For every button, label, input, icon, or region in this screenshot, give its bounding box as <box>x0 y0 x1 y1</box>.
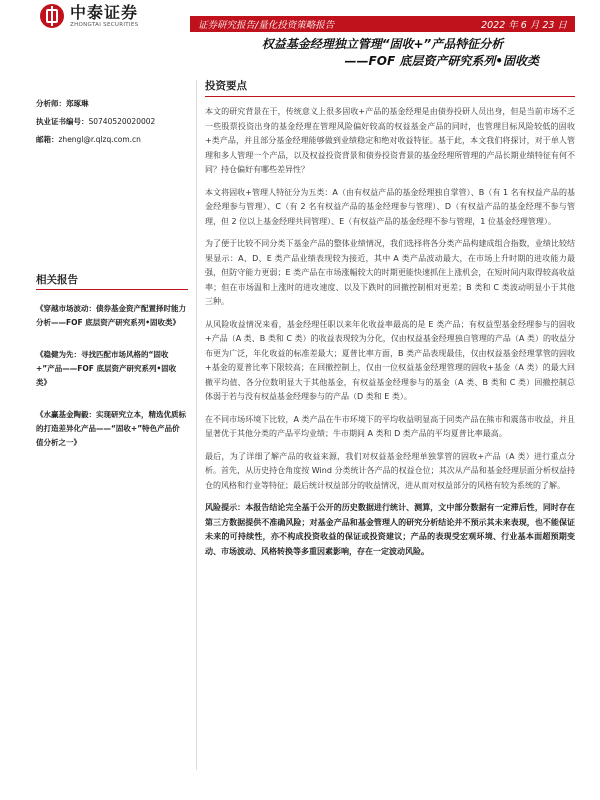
section-title-key-points: 投资要点 <box>205 76 575 97</box>
cert-row <box>36 114 188 130</box>
report-title-block <box>190 36 575 70</box>
risk-warning: 风险提示：本报告结论完全基于公开的历史数据进行统计、测算，文中部分数据有一定滞后性，同时存在第三方数据提供不准确风险；对基金产品和基金管理人的研究分析结论并不预示其未来表现，也不能保证未来的可持续性，亦不构成投资收益的保证或投资建议；产品的表现受宏观环境、行业基本面超预期变动、市场波动、风格转换等多重因素影响，存在一定波动风险。 <box>205 503 575 556</box>
paragraph-classification: 本文将固收+管理人特征分为五类：A（由有权益产品的基金经理独自掌管）、B（有 1 名有权益产品的基金经理参与管理）、C（有 2 名有权益产品的基金经理参与管理）、D（有权益产品的基金经理不参与管理，但 2 位以上基金经理共同管理）、E（有权益产品的基金经理不参与管理，1 位基金经理管理）。 <box>205 187 575 226</box>
logo-name-en: ZHONGTAI SECURITIES <box>70 22 139 28</box>
company-logo <box>40 4 138 28</box>
logo-icon <box>40 4 64 28</box>
report-title: 权益基金经理独立管理“固收+”产品特征分析 <box>261 37 504 51</box>
analyst-info <box>36 92 188 148</box>
paragraph-analysis: 最后，为了详细了解产品的收益来源，我们对权益基金经理单独掌管的固收+产品（A 类）进行重点分析。首先，从历史持仓角度按 Wind 分类统计各产品的权益仓位；其次从产品和基金经理层面分析权益持仓的风格和行业等特征；最后统计权益部分的收益情况，进从而对权益部分的风格有较为系统的了解。 <box>205 451 575 490</box>
logo-name-cn: 中泰证券 <box>70 3 139 22</box>
column-divider <box>196 80 197 770</box>
report-type: 证券研究报告/量化投资策略报告 <box>198 20 335 31</box>
paragraph-risk-return: 从风险收益情况来看，基金经理任职以来年化收益率最高的是 E 类产品；有权益型基金经理参与的固收+产品（A 类、B 类和 C 类）的收益表现较为分化，仅由权益基金经理独自管理的产品（A 类）的收益分布更为广泛，年化收益的标准差最大；夏普比率方面，B 类产品表现最佳，仅由权益基金经理掌管的固收+基金的夏普比率下限较高；在回撤控制上，仅由一位权益基金经理管理的固收+基金（A 类）的最大回撤平均值、各分位数明显大于其他基金，有权益基金经理参与的基金（A 类、B 类和 C 类）回撤控制总体弱于若与没有权益基金经理参与的产品（D 类和 E 类）。 <box>205 319 575 401</box>
analyst-row <box>36 96 188 112</box>
main-content <box>205 76 575 567</box>
cert-label: 执业证书编号： <box>36 117 89 126</box>
related-report-item: 《稳健为先：寻找匹配市场风格的“固收+”产品——FOF 底层资产研究系列•固收类》 <box>36 350 177 387</box>
paragraph-performance: 为了便于比较不同分类下基金产品的整体业绩情况，我们选择将各分类产品构建成组合指数，业绩比较结果显示：A、D、E 类产品业绩表现较为接近，其中 A 类产品波动最大，在市场上升时期的进攻能力最强，但防守能力更弱；E 类产品在市场涨幅较大的时期更能快速抓住上涨机会，在短时间内取得较高收益率；但在市场温和上涨时的进攻速度、以及下跌时的回撤控制相对更差；B 类和 C 类波动明显小于其他三种。 <box>205 239 575 306</box>
related-reports-list <box>36 302 186 468</box>
related-reports-title: 相关报告 <box>36 272 188 290</box>
email-label: 邮箱： <box>36 135 59 144</box>
analyst-name: 郑琢琳 <box>66 99 89 108</box>
analyst-label: 分析师： <box>36 99 66 108</box>
report-subtitle: ——FOF 底层资产研究系列•固收类 <box>344 54 539 68</box>
report-banner <box>190 16 575 32</box>
cert-number: S0740520020002 <box>88 117 156 126</box>
paragraph-market-environment: 在不同市场环境下比较，A 类产品在牛市环境下的平均收益明显高于同类产品在熊市和震荡市收益，并且显著优于其他分类的产品平均业绩；牛市期间 A 类和 D 类产品的平均夏普比率最高。 <box>205 414 575 438</box>
email-row <box>36 132 188 148</box>
paragraph-background: 本文的研究背景在于，传统意义上很多固收+产品的基金经理是由债券投研人员出身，但是当前市场不乏一些股票投资出身的基金经理在管理风险偏好较高的权益基金产品的同时，也管理目标风险较低的固收+类产品，并且部分基金经理能够做到业绩稳定和绝对收益特征。基于此，本文我们将探讨，对于单人管理和多人管理一个产品，以及权益投资背景和债券投资背景的基金经理所管理的产品长期业绩特征有何不同？持仓偏好有哪些差异性？ <box>205 107 575 174</box>
related-report-item: 《水赢基金陶毅：实现研究立本，精选优质标的打造差异化产品——“固收+”特色产品价值分析之一》 <box>36 410 186 447</box>
report-date: 2022 年 6 月 23 日 <box>481 20 567 31</box>
related-report-item: 《穿越市场波动：债券基金资产配置择时能力分析——FOF 底层资产研究系列•固收类》 <box>36 304 186 327</box>
email-address: zhengl@r.qlzq.com.cn <box>58 135 141 144</box>
